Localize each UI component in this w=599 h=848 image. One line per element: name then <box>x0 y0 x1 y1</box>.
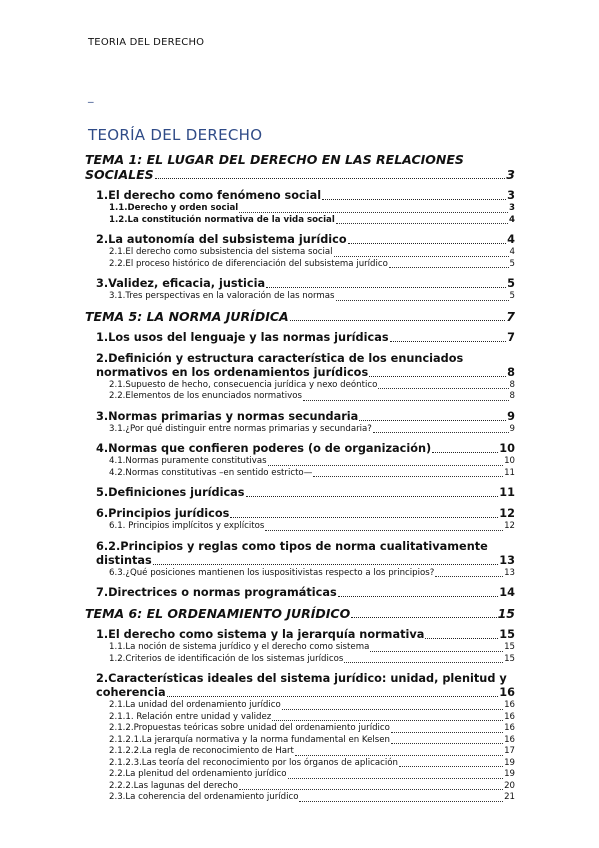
toc-entry-sec[interactable] <box>85 233 515 247</box>
toc-entry-text: 4.1.Normas puramente constitutivas <box>109 456 267 466</box>
toc-entry-sub[interactable] <box>85 792 515 804</box>
page-number: 16 <box>504 711 515 722</box>
toc-entry-text: 1.Los usos del lenguaje y las normas jurídicas <box>96 330 389 344</box>
toc-entry-subb[interactable] <box>85 203 515 215</box>
toc-entry-secwrap[interactable] <box>85 352 515 380</box>
dot-leader <box>239 789 503 790</box>
toc-entry-text: 1.1.Derecho y orden social <box>109 203 239 213</box>
toc-entry-text: coherencia <box>96 686 166 699</box>
page-number: 3 <box>509 203 515 213</box>
running-header: TEORIA DEL DERECHO <box>88 37 205 48</box>
dot-leader <box>351 617 496 618</box>
heading-dash: _ <box>88 90 94 103</box>
dot-leader <box>230 517 498 518</box>
toc-entry-text: 6.Principios jurídicos <box>96 507 230 520</box>
toc-entry-tema[interactable] <box>85 152 515 182</box>
page-number: 8 <box>509 379 515 390</box>
toc-entry-sec[interactable] <box>85 586 515 600</box>
dot-leader <box>288 778 504 779</box>
dot-leader <box>359 420 506 421</box>
page-number: 15 <box>499 628 515 641</box>
toc-entry-text: 2.1.2.1.La jerarquía normativa y la norma fundamental en Kelsen <box>109 734 391 745</box>
page-number: 20 <box>504 780 515 791</box>
toc-entry-sub[interactable] <box>85 391 515 403</box>
page-number: 10 <box>499 442 515 455</box>
toc-entry-sec[interactable] <box>85 486 515 500</box>
toc-entry-text: 7.Directrices o normas programáticas <box>96 586 337 599</box>
dot-leader <box>313 476 503 477</box>
toc-entry-sec[interactable] <box>85 507 515 521</box>
page-number: 16 <box>504 734 515 745</box>
toc-entry-text: 2.La autonomía del subsistema jurídico <box>96 233 347 246</box>
page-number: 14 <box>499 586 515 599</box>
page-number: 5 <box>509 258 515 269</box>
toc-entry-text: 1.2.La constitución normativa de la vida social <box>109 214 335 225</box>
toc-entry-sub[interactable] <box>85 700 515 712</box>
toc-entry-tema[interactable] <box>85 606 515 621</box>
dot-leader <box>338 596 499 597</box>
page-number: 15 <box>504 653 515 664</box>
toc-entry-text: 2.Características ideales del sistema jurídico: unidad, plenitud y <box>96 672 507 685</box>
dot-leader <box>266 287 506 288</box>
page-number: 16 <box>504 723 515 733</box>
dot-leader <box>399 766 503 767</box>
dot-leader <box>348 243 506 244</box>
toc-entry-text: 3.Validez, eficacia, justicia <box>96 277 266 290</box>
toc-entry-sub[interactable] <box>85 259 515 271</box>
page-number: 16 <box>499 686 515 699</box>
page-number: 5 <box>507 277 515 290</box>
toc-entry-sec[interactable] <box>85 410 515 424</box>
page-number: 9 <box>507 409 515 423</box>
toc-entry-sec[interactable] <box>85 189 515 203</box>
toc-entry-text: TEMA 5: LA NORMA JURÍDICA <box>85 308 289 324</box>
page-number: 4 <box>507 233 515 246</box>
toc-entry-sub[interactable] <box>85 291 515 303</box>
dot-leader <box>303 400 509 401</box>
dot-leader <box>299 801 503 802</box>
dot-leader <box>265 530 503 531</box>
dot-leader <box>425 638 498 639</box>
dot-leader <box>378 388 508 389</box>
dot-leader <box>239 212 508 213</box>
toc-entry-sub[interactable] <box>85 521 515 533</box>
toc-entry-sub[interactable] <box>85 723 515 735</box>
page-number: 12 <box>499 507 515 520</box>
page-number: 7 <box>507 330 515 344</box>
page-number: 5 <box>509 291 515 301</box>
dot-leader <box>391 743 503 744</box>
dot-leader <box>272 720 503 721</box>
page-number: 13 <box>504 567 515 578</box>
page-number: 16 <box>504 700 515 710</box>
toc-entry-text: 4.Normas que confieren poderes (o de organización) <box>96 442 432 455</box>
toc-entry-text: 2.1.2.3.Las teoría del reconocimiento por los órganos de aplicación <box>109 757 398 768</box>
toc-entry-sec[interactable] <box>85 331 515 345</box>
page-number: 4 <box>509 214 515 225</box>
dot-leader <box>435 576 503 577</box>
dot-leader <box>344 662 503 663</box>
toc-entry-sub[interactable] <box>85 468 515 480</box>
page-number: 3 <box>507 189 515 202</box>
toc-entry-text: 1.El derecho como sistema y la jerarquía normativa <box>96 628 425 641</box>
toc-entry-text: 2.1.2.2.La regla de reconocimiento de Hart <box>109 746 294 756</box>
dot-leader <box>282 709 503 710</box>
toc-entry-text: 1.1.La noción de sistema jurídico y el derecho como sistema <box>109 642 370 652</box>
toc-entry-text: TEMA 1: EL LUGAR DEL DERECHO EN LAS RELACIONES <box>85 152 464 167</box>
page-number: 9 <box>509 423 515 434</box>
toc-entry-text: 2.1.1. Relación entre unidad y validez <box>109 711 272 722</box>
page-number: 15 <box>497 606 515 621</box>
page-number: 10 <box>504 456 515 466</box>
toc-entry-text: 6.3.¿Qué posiciones mantienen los iuspositivistas respecto a los principios? <box>109 567 435 578</box>
dot-leader <box>334 256 509 257</box>
toc-entry-sub[interactable] <box>85 712 515 724</box>
toc-entry-text: 3.Normas primarias y normas secundaria <box>96 409 359 423</box>
dot-leader <box>268 465 503 466</box>
toc-entry-sub[interactable] <box>85 654 515 666</box>
dot-leader <box>295 755 503 756</box>
page-number: 19 <box>504 769 515 779</box>
toc-entry-sec[interactable] <box>85 277 515 291</box>
toc-entry-text: 2.2.2.Las lagunas del derecho <box>109 780 239 791</box>
page-number: 7 <box>506 308 515 324</box>
toc-entry-sec[interactable] <box>85 628 515 642</box>
toc-entry-text: 6.1. Principios implícitos y explícitos <box>109 521 265 531</box>
toc-entry-subb[interactable] <box>85 215 515 227</box>
toc-entry-text: 2.1.Supuesto de hecho, consecuencia jurídica y nexo deóntico <box>109 379 378 390</box>
toc-entry-sub[interactable] <box>85 568 515 580</box>
dot-leader <box>290 320 506 321</box>
toc-entry-sub[interactable] <box>85 456 515 468</box>
dot-leader <box>322 199 506 200</box>
toc-entry-text: 2.2.Elementos de los enunciados normativos <box>109 391 303 401</box>
toc-entry-text: SOCIALES <box>85 167 154 182</box>
document-title: TEORÍA DEL DERECHO <box>88 126 263 144</box>
dot-leader <box>246 496 499 497</box>
toc-entry-secwrap[interactable] <box>85 672 515 700</box>
page-number: 19 <box>504 757 515 768</box>
toc-entry-text: 1.2.Criterios de identificación de los sistemas jurídicos <box>109 653 344 664</box>
page-number: 11 <box>504 467 515 478</box>
toc-entry-secwrap[interactable] <box>85 540 515 568</box>
toc-entry-sub[interactable] <box>85 746 515 758</box>
toc-entry-sub[interactable] <box>85 769 515 781</box>
toc-entry-text: 2.1.El derecho como subsistencia del sistema social <box>109 247 333 257</box>
toc-entry-text: 3.1.Tres perspectivas en la valoración de las normas <box>109 291 335 301</box>
toc-entry-sec[interactable] <box>85 442 515 456</box>
dot-leader <box>167 696 499 697</box>
toc-entry-text: TEMA 6: EL ORDENAMIENTO JURÍDICO <box>85 606 351 621</box>
dot-leader <box>336 223 508 224</box>
page-number: 8 <box>509 391 515 401</box>
toc-entry-text: 2.1.2.Propuestas teóricas sobre unidad del ordenamiento jurídico <box>109 723 390 733</box>
dot-leader <box>155 178 506 179</box>
dot-leader <box>336 300 509 301</box>
page-number: 8 <box>507 365 515 379</box>
toc-entry-sub[interactable] <box>85 735 515 747</box>
page-number: 21 <box>504 792 515 802</box>
page-number: 11 <box>499 486 515 499</box>
dot-leader <box>390 341 507 342</box>
dot-leader <box>373 432 509 433</box>
toc-entry-sub[interactable] <box>85 642 515 654</box>
toc-entry-sub[interactable] <box>85 781 515 793</box>
toc-entry-text: 4.2.Normas constitutivas –en sentido estricto— <box>109 467 313 478</box>
toc-entry-text: 2.Definición y estructura característica de los enunciados <box>96 351 464 365</box>
toc-entry-sub[interactable] <box>85 380 515 392</box>
toc-entry-tema[interactable] <box>85 309 515 324</box>
toc-entry-text: 2.3.La coherencia del ordenamiento jurídico <box>109 792 299 802</box>
page-number: 15 <box>504 642 515 652</box>
page-number: 3 <box>506 167 515 182</box>
dot-leader <box>370 651 503 652</box>
dot-leader <box>153 564 499 565</box>
page-number: 13 <box>499 553 515 567</box>
toc-entry-text: 1.El derecho como fenómeno social <box>96 189 322 202</box>
dot-leader <box>391 732 503 733</box>
dot-leader <box>389 267 509 268</box>
page-number: 12 <box>504 521 515 531</box>
toc-entry-text: distintas <box>96 553 152 567</box>
toc-entry-text: 3.1.¿Por qué distinguir entre normas primarias y secundaria? <box>109 423 372 434</box>
toc-entry-sub[interactable] <box>85 424 515 436</box>
toc-entry-sub[interactable] <box>85 247 515 259</box>
page-number: 17 <box>504 746 515 756</box>
toc-entry-sub[interactable] <box>85 758 515 770</box>
toc-entry-text: 2.2.La plenitud del ordenamiento jurídico <box>109 769 287 779</box>
toc-entry-text: normativos en los ordenamientos jurídicos <box>96 365 369 379</box>
dot-leader <box>432 452 498 453</box>
toc-entry-text: 6.2.Principios y reglas como tipos de norma cualitativamente <box>96 539 488 553</box>
toc-entry-text: 2.2.El proceso histórico de diferenciación del subsistema jurídico <box>109 258 388 269</box>
toc-entry-text: 5.Definiciones jurídicas <box>96 486 245 499</box>
table-of-contents <box>85 150 515 804</box>
dot-leader <box>369 376 506 377</box>
page-number: 4 <box>509 247 515 257</box>
toc-entry-text: 2.1.La unidad del ordenamiento jurídico <box>109 700 281 710</box>
